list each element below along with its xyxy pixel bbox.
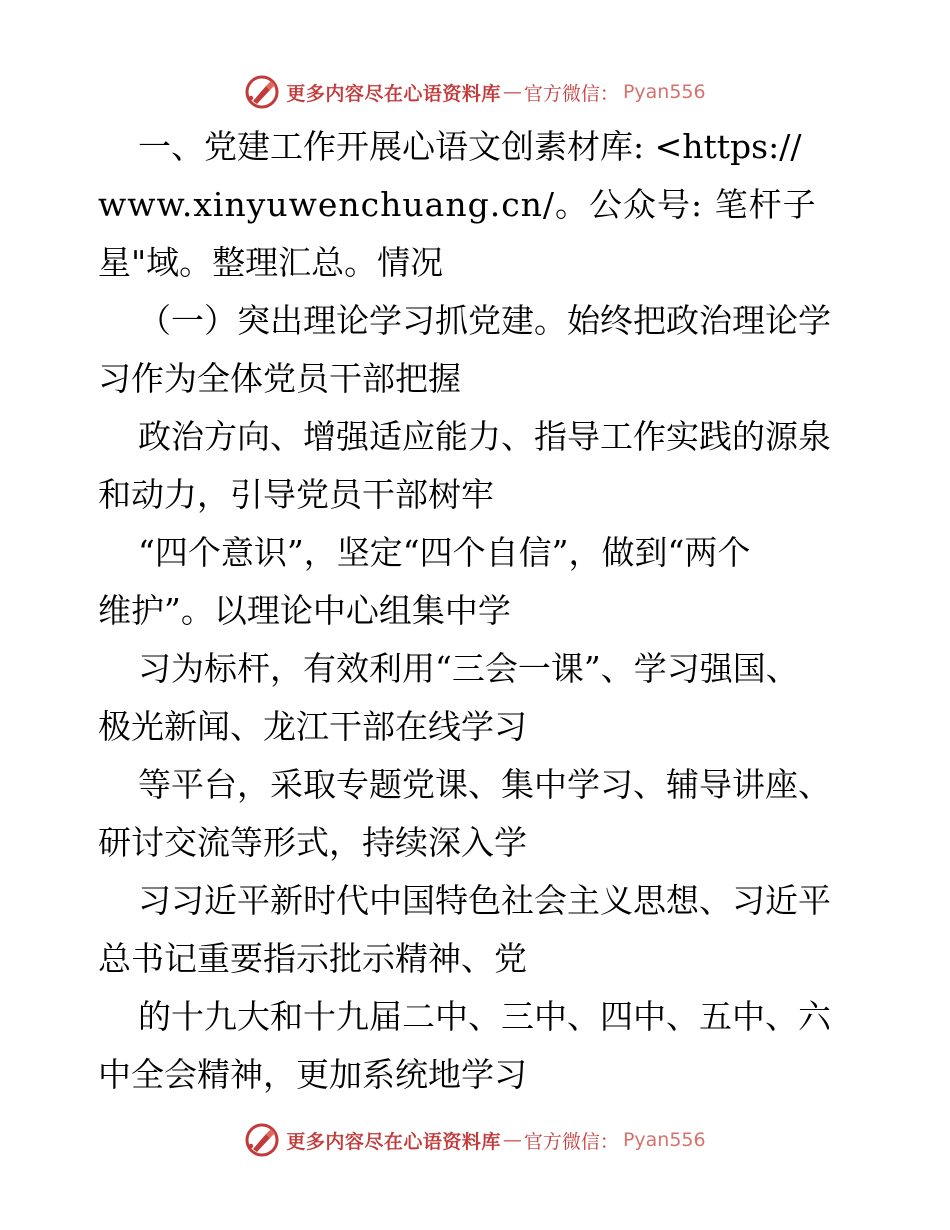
text-line: 一、党建工作开展心语文创素材库: <https:// <box>138 127 802 166</box>
banner-wechat-label: 官方微信： <box>523 1130 619 1153</box>
text-line: “四个意识”，坚定“四个自信”，做到“两个 <box>138 533 751 572</box>
text-line: 总书记重要指示批示精神、党 <box>98 939 527 978</box>
text-line: 中全会精神，更加系统地学习 <box>98 1055 527 1094</box>
pen-nib-logo-icon <box>244 74 280 110</box>
banner-wechat-id: Pyan556 <box>622 81 706 103</box>
text-line: 习作为全体党员干部把握 <box>98 359 461 398</box>
text-line: 星"域。整理汇总。情况 <box>98 243 444 282</box>
banner-wechat-id: Pyan556 <box>622 1129 706 1151</box>
text-line: 和动力，引导党员干部树牢 <box>98 475 494 514</box>
document-body <box>98 118 858 1104</box>
text-line: 习为标杆，有效利用“三会一课”、学习强国、 <box>138 649 799 688</box>
pen-nib-logo-icon <box>244 1122 280 1158</box>
text-line: 研讨交流等形式，持续深入学 <box>98 823 527 862</box>
text-line: www.xinyuwenchuang.cn/。公众号: 笔杆子 <box>98 185 817 224</box>
banner-separator: — <box>502 81 522 103</box>
footer-banner[interactable] <box>0 1118 950 1162</box>
text-line: （一）突出理论学习抓党建。始终把政治理论学 <box>138 301 831 340</box>
text-line: 维护”。以理论中心组集中学 <box>98 591 511 630</box>
banner-main-text: 更多内容尽在心语资料库 <box>286 82 501 105</box>
banner-separator: — <box>502 1129 522 1151</box>
header-banner[interactable] <box>0 70 950 114</box>
text-line: 政治方向、增强适应能力、指导工作实践的源泉 <box>138 417 831 456</box>
banner-main-text: 更多内容尽在心语资料库 <box>286 1130 501 1153</box>
text-line: 的十九大和十九届二中、三中、四中、五中、六 <box>138 997 831 1036</box>
banner-wechat-label: 官方微信： <box>523 82 619 105</box>
text-line: 等平台，采取专题党课、集中学习、辅导讲座、 <box>138 765 831 804</box>
text-line: 极光新闻、龙江干部在线学习 <box>98 707 527 746</box>
text-line: 习习近平新时代中国特色社会主义思想、习近平 <box>138 881 831 920</box>
